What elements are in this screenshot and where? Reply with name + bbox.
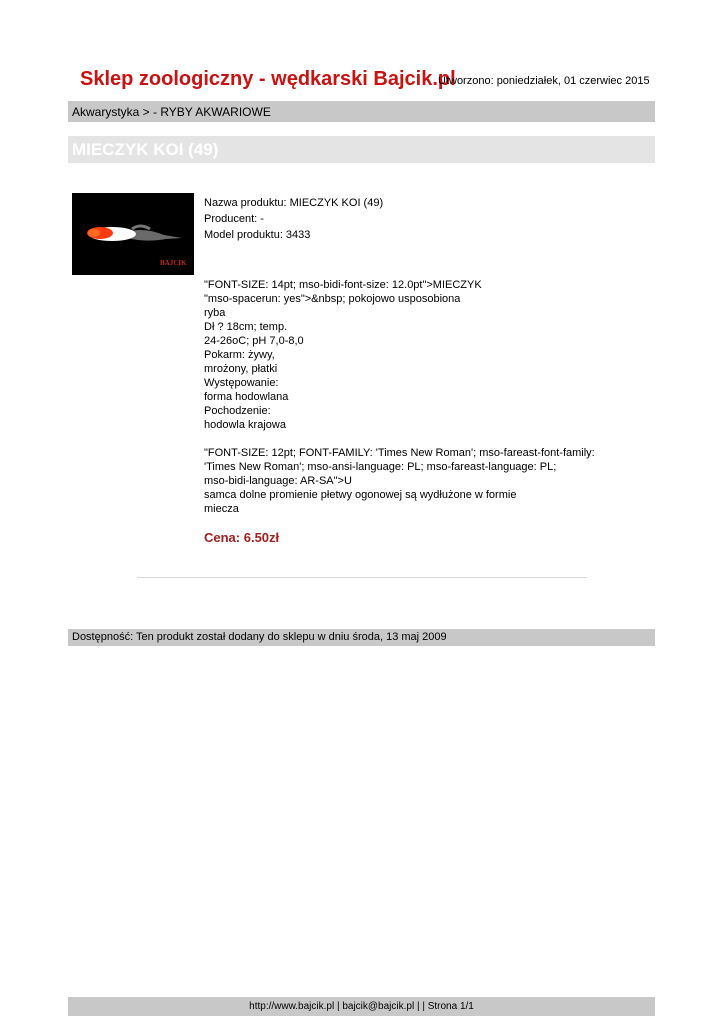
description-block-1 <box>204 278 624 432</box>
breadcrumb-text: Akwarystyka > - RYBY AKWARIOWE <box>72 105 271 119</box>
availability-text: Dostępność: Ten produkt został dodany do sklepu w dniu środa, 13 maj 2009 <box>72 631 447 643</box>
description-line: samca dolne promienie płetwy ogonowej są wydłużone w formie <box>204 489 517 501</box>
description-line: miecza <box>204 503 239 515</box>
price: Cena: 6.50zł <box>204 530 280 545</box>
fish-photo <box>72 193 194 275</box>
description-line: ryba <box>204 307 226 319</box>
description-line: hodowla krajowa <box>204 419 286 431</box>
description-line: "FONT-SIZE: 14pt; mso-bidi-font-size: 12.0pt">MIECZYK <box>204 279 482 291</box>
producer-line: Producent: - <box>204 213 264 225</box>
footer-text: http://www.bajcik.pl | bajcik@bajcik.pl | | Strona 1/1 <box>249 1001 474 1012</box>
description-line: Dł ? 18cm; temp. <box>204 321 288 333</box>
separator <box>137 577 587 578</box>
product-image <box>72 193 194 275</box>
description-line: 'Times New Roman'; mso-ansi-language: PL; mso-fareast-language: PL; <box>204 461 557 473</box>
image-watermark: BAJCIK <box>160 259 187 267</box>
description-line: 24-26oC; pH 7,0-8,0 <box>204 335 304 347</box>
description-line: forma hodowlana <box>204 391 289 403</box>
product-heading-bar <box>68 136 655 163</box>
breadcrumb <box>68 101 655 122</box>
store-title: Sklep zoologiczny - wędkarski Bajcik.pl <box>80 68 456 90</box>
description-line: "mso-spacerun: yes">&nbsp; pokojowo usposobiona <box>204 293 461 305</box>
footer <box>68 997 655 1016</box>
description-block-2 <box>204 446 624 516</box>
product-details <box>204 196 624 546</box>
description-line: "FONT-SIZE: 12pt; FONT-FAMILY: 'Times New Roman'; mso-fareast-font-family: <box>204 447 595 459</box>
description-line: Pokarm: żywy, <box>204 349 275 361</box>
description-line: mrożony, płatki <box>204 363 278 375</box>
description-line: mso-bidi-language: AR-SA">U <box>204 475 352 487</box>
product-name-line: Nazwa produktu: MIECZYK KOI (49) <box>204 197 384 209</box>
created-date: Utworzono: poniedziałek, 01 czerwiec 2015 <box>438 75 650 87</box>
availability-bar <box>68 629 655 646</box>
product-heading: MIECZYK KOI (49) <box>72 140 219 159</box>
model-line: Model produktu: 3433 <box>204 229 311 241</box>
description-line: Pochodzenie: <box>204 405 271 417</box>
description-line: Występowanie: <box>204 377 279 389</box>
